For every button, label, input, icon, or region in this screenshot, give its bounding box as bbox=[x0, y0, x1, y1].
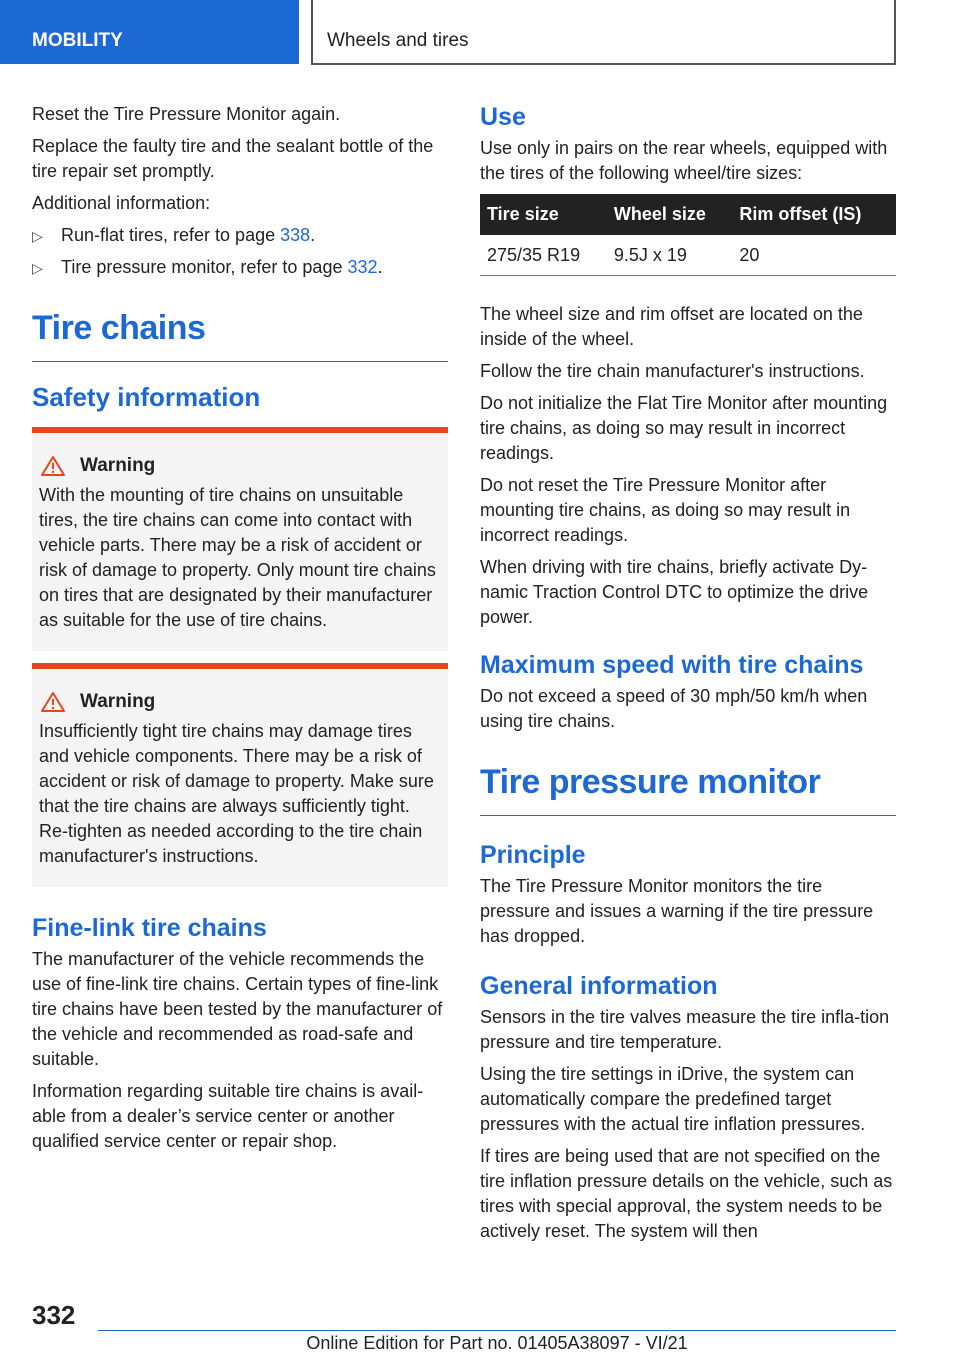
paragraph: Additional information: bbox=[32, 193, 211, 213]
paragraph: Do not exceed a speed of 30 mph/50 km/h when using tire chains. bbox=[480, 686, 868, 731]
paragraph: The wheel size and rim offset are located on the inside of the wheel. bbox=[480, 304, 863, 349]
table-row bbox=[480, 235, 896, 276]
heading-use: Use bbox=[480, 103, 526, 131]
warning-box bbox=[32, 427, 448, 651]
section-tab bbox=[0, 0, 299, 64]
footer-divider bbox=[98, 1330, 896, 1331]
paragraph: The manufacturer of the vehicle recommends the use of fine-link tire chains. Certain types of fine-link tire chains have been tested by the manufacturer of the vehicle and recommended as road-safe and suitable. bbox=[32, 949, 443, 1069]
heading-safety-information: Safety information bbox=[32, 382, 261, 412]
warning-box bbox=[32, 663, 448, 887]
list-item bbox=[32, 255, 448, 280]
heading-tire-pressure-monitor: Tire pressure monitor bbox=[480, 760, 896, 816]
wheel-tire-table bbox=[480, 194, 896, 276]
triangle-bullet-icon: ▷ bbox=[32, 228, 43, 244]
paragraph: Replace the faulty tire and the sealant bottle of the tire repair set promptly. bbox=[32, 136, 434, 181]
list-item-end: . bbox=[377, 257, 383, 277]
paragraph: Information regarding suitable tire chains is avail‐able from a dealer’s service center or another qualified service center or repair shop. bbox=[32, 1081, 424, 1151]
table-header-cell: Rim offset (IS) bbox=[732, 194, 896, 235]
list-item-end: . bbox=[310, 225, 316, 245]
heading-general-information: General information bbox=[480, 972, 718, 1000]
page-number: 332 bbox=[32, 1300, 76, 1330]
list-item bbox=[32, 223, 448, 248]
table-cell: 20 bbox=[732, 235, 896, 276]
table-header-cell: Wheel size bbox=[607, 194, 733, 235]
table-cell: 275/35 R19 bbox=[480, 235, 607, 276]
paragraph: Follow the tire chain manufacturer's instructions. bbox=[480, 361, 865, 381]
warning-triangle-icon bbox=[40, 691, 66, 713]
page-link-338[interactable]: 338 bbox=[280, 225, 311, 245]
page-link-332[interactable]: 332 bbox=[347, 257, 378, 277]
triangle-bullet-icon: ▷ bbox=[32, 260, 43, 276]
section-title: MOBILITY bbox=[32, 30, 123, 51]
paragraph: The Tire Pressure Monitor monitors the tire pressure and issues a warning if the tire pressure has dropped. bbox=[480, 876, 874, 946]
list-item-text: Run-flat tires, refer to page bbox=[61, 225, 281, 245]
warning-text: Insufficiently tight tire chains may damage tires and vehicle components. There may be a risk of accident or risk of damage to property. Make sure that the tire chains are always sufficiently tight. Re-tighten as needed according to the tire chain manufacturer's instructions. bbox=[39, 721, 434, 866]
heading-maximum-speed: Maximum speed with tire chains bbox=[480, 651, 864, 679]
list-item-text: Tire pressure monitor, refer to page bbox=[61, 257, 348, 277]
table-cell: 9.5J x 19 bbox=[607, 235, 733, 276]
paragraph: When driving with tire chains, briefly activate Dy‐namic Traction Control DTC to optimize the drive power. bbox=[480, 557, 869, 627]
paragraph: If tires are being used that are not specified on the tire inflation pressure details on the vehicle, such as tires with special approval, the system needs to be actively reset. The system will then bbox=[480, 1146, 893, 1241]
chapter-title: Wheels and tires bbox=[327, 30, 469, 51]
warning-text: With the mounting of tire chains on unsuitable tires, the tire chains can come into contact with vehicle parts. There may be a risk of accident or risk of damage to property. Only mount tire chains on tires that are designated by their manufacturer as suitable for the use of tire chains. bbox=[39, 485, 436, 630]
footer-edition: Online Edition for Part no. 01405A38097 - VI/21 bbox=[306, 1333, 688, 1353]
heading-principle: Principle bbox=[480, 841, 586, 869]
paragraph: Use only in pairs on the rear wheels, equipped with the tires of the following wheel/tire sizes: bbox=[480, 138, 888, 183]
table-header-row bbox=[480, 194, 896, 235]
chapter-header bbox=[311, 0, 896, 65]
warning-label: Warning bbox=[80, 455, 156, 476]
right-column bbox=[480, 102, 896, 1251]
paragraph: Sensors in the tire valves measure the tire infla‐tion pressure and tire temperature. bbox=[480, 1007, 890, 1052]
heading-fine-link-tire-chains: Fine-link tire chains bbox=[32, 914, 267, 942]
paragraph: Reset the Tire Pressure Monitor again. bbox=[32, 104, 341, 124]
paragraph: Do not reset the Tire Pressure Monitor after mounting tire chains, as doing so may result in incorrect readings. bbox=[480, 475, 851, 545]
paragraph: Using the tire settings in iDrive, the system can automatically compare the predefined target pressures with the actual tire inflation pressures. bbox=[480, 1064, 866, 1134]
warning-triangle-icon bbox=[40, 455, 66, 477]
table-header-cell: Tire size bbox=[480, 194, 607, 235]
left-column bbox=[32, 102, 448, 1161]
heading-tire-chains: Tire chains bbox=[32, 306, 448, 362]
paragraph: Do not initialize the Flat Tire Monitor after mounting tire chains, as doing so may result in incorrect readings. bbox=[480, 393, 888, 463]
warning-label: Warning bbox=[80, 691, 156, 712]
